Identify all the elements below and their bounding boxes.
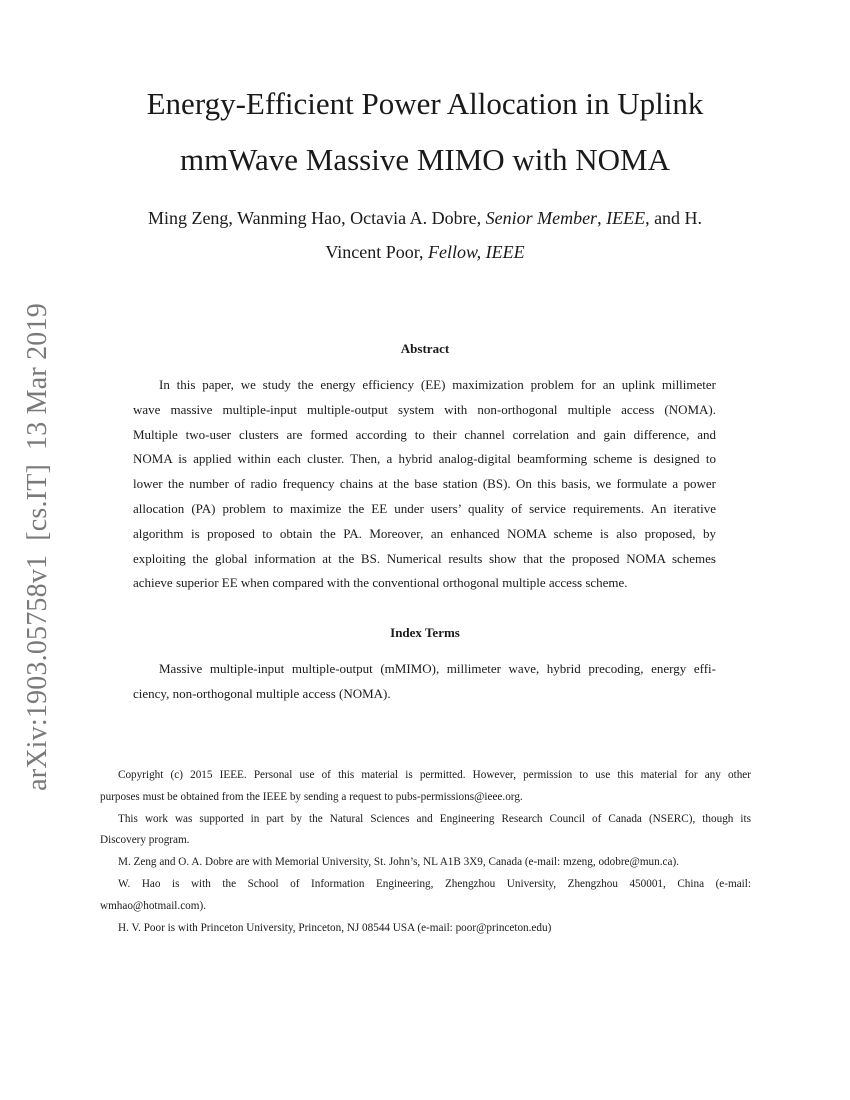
abstract-heading: Abstract	[400, 341, 450, 356]
index-terms-body	[133, 657, 716, 707]
abstract-line: achieve superior EE when compared with the conventional orthogonal multiple access scheme.	[133, 575, 628, 591]
abstract-line: algorithm is proposed to obtain the PA. Moreover, an enhanced NOMA scheme is also proposed, by	[133, 525, 716, 541]
index-terms-line: Massive multiple-input multiple-output (mMIMO), millimeter wave, hybrid precoding, energy effi-	[159, 661, 716, 676]
arxiv-date: 13 Mar 2019	[22, 303, 53, 450]
abstract-line: lower the number of radio frequency chains at the base station (BS). On this basis, we formulate a power	[133, 476, 716, 492]
affiliation-note: H. V. Poor is with Princeton University, Princeton, NJ 08544 USA (e-mail: poor@princeton.edu)	[118, 921, 552, 934]
funding-note-line: Discovery program.	[100, 834, 190, 847]
author-list	[80, 201, 770, 269]
arxiv-id: arXiv:1903.05758v1	[22, 554, 53, 791]
author-membership: Senior Member	[485, 208, 598, 228]
index-terms-line: ciency, non-orthogonal multiple access (NOMA).	[133, 685, 391, 701]
abstract-line: wave massive multiple-input multiple-output system with non-orthogonal multiple access (NOMA).	[133, 401, 716, 417]
affiliation-note-line: wmhao@hotmail.com).	[100, 899, 206, 912]
abstract-line: Multiple two-user clusters are formed according to their channel correlation and gain difference, and	[133, 426, 716, 442]
abstract-body	[133, 373, 716, 596]
author-fellowship: Fellow, IEEE	[428, 242, 525, 262]
arxiv-identifier-stamp	[22, 289, 54, 791]
abstract-line: allocation (PA) problem to maximize the EE under users’ quality of service requirements. An iterative	[133, 500, 716, 516]
paper-title	[70, 76, 780, 188]
author-line-1	[80, 201, 770, 235]
author-organization: IEEE	[606, 208, 646, 228]
affiliation-note-line: W. Hao is with the School of Information Engineering, Zhengzhou University, Zhengzhou 450001, China (e-mail:	[118, 877, 751, 890]
author-names: Ming Zeng, Wanming Hao, Octavia A. Dobre,	[147, 208, 486, 228]
copyright-notice-line: Copyright (c) 2015 IEEE. Personal use of this material is permitted. However, permission to use this material for any other	[118, 769, 751, 781]
author-separator: ,	[597, 208, 607, 228]
arxiv-category: [cs.IT]	[22, 463, 53, 541]
author-line-2	[80, 235, 770, 269]
funding-note-line: This work was supported in part by the Natural Sciences and Engineering Research Council of Canada (NSERC), though its	[118, 812, 751, 825]
footnotes	[100, 765, 751, 939]
copyright-notice-line: purposes must be obtained from the IEEE by sending a request to pubs-permissions@ieee.org.	[100, 790, 523, 803]
abstract-line: NOMA is applied within each cluster. Then, a hybrid analog-digital beamforming scheme is designed to	[133, 451, 716, 467]
index-terms-heading: Index Terms	[390, 625, 460, 640]
abstract-line: exploiting the global information at the BS. Numerical results show that the proposed NOMA schemes	[133, 550, 716, 566]
title-line-2: mmWave Massive MIMO with NOMA	[179, 142, 671, 177]
title-line-1: Energy-Efficient Power Allocation in Uplink	[146, 86, 704, 121]
author-name-poor: Vincent Poor,	[325, 242, 429, 262]
author-tail: , and H.	[645, 208, 703, 228]
affiliation-note: M. Zeng and O. A. Dobre are with Memorial University, St. John’s, NL A1B 3X9, Canada (e-mail: mzeng, odobre@mun.ca).	[118, 856, 679, 869]
abstract-line: In this paper, we study the energy efficiency (EE) maximization problem for an uplink millimeter	[159, 377, 716, 392]
